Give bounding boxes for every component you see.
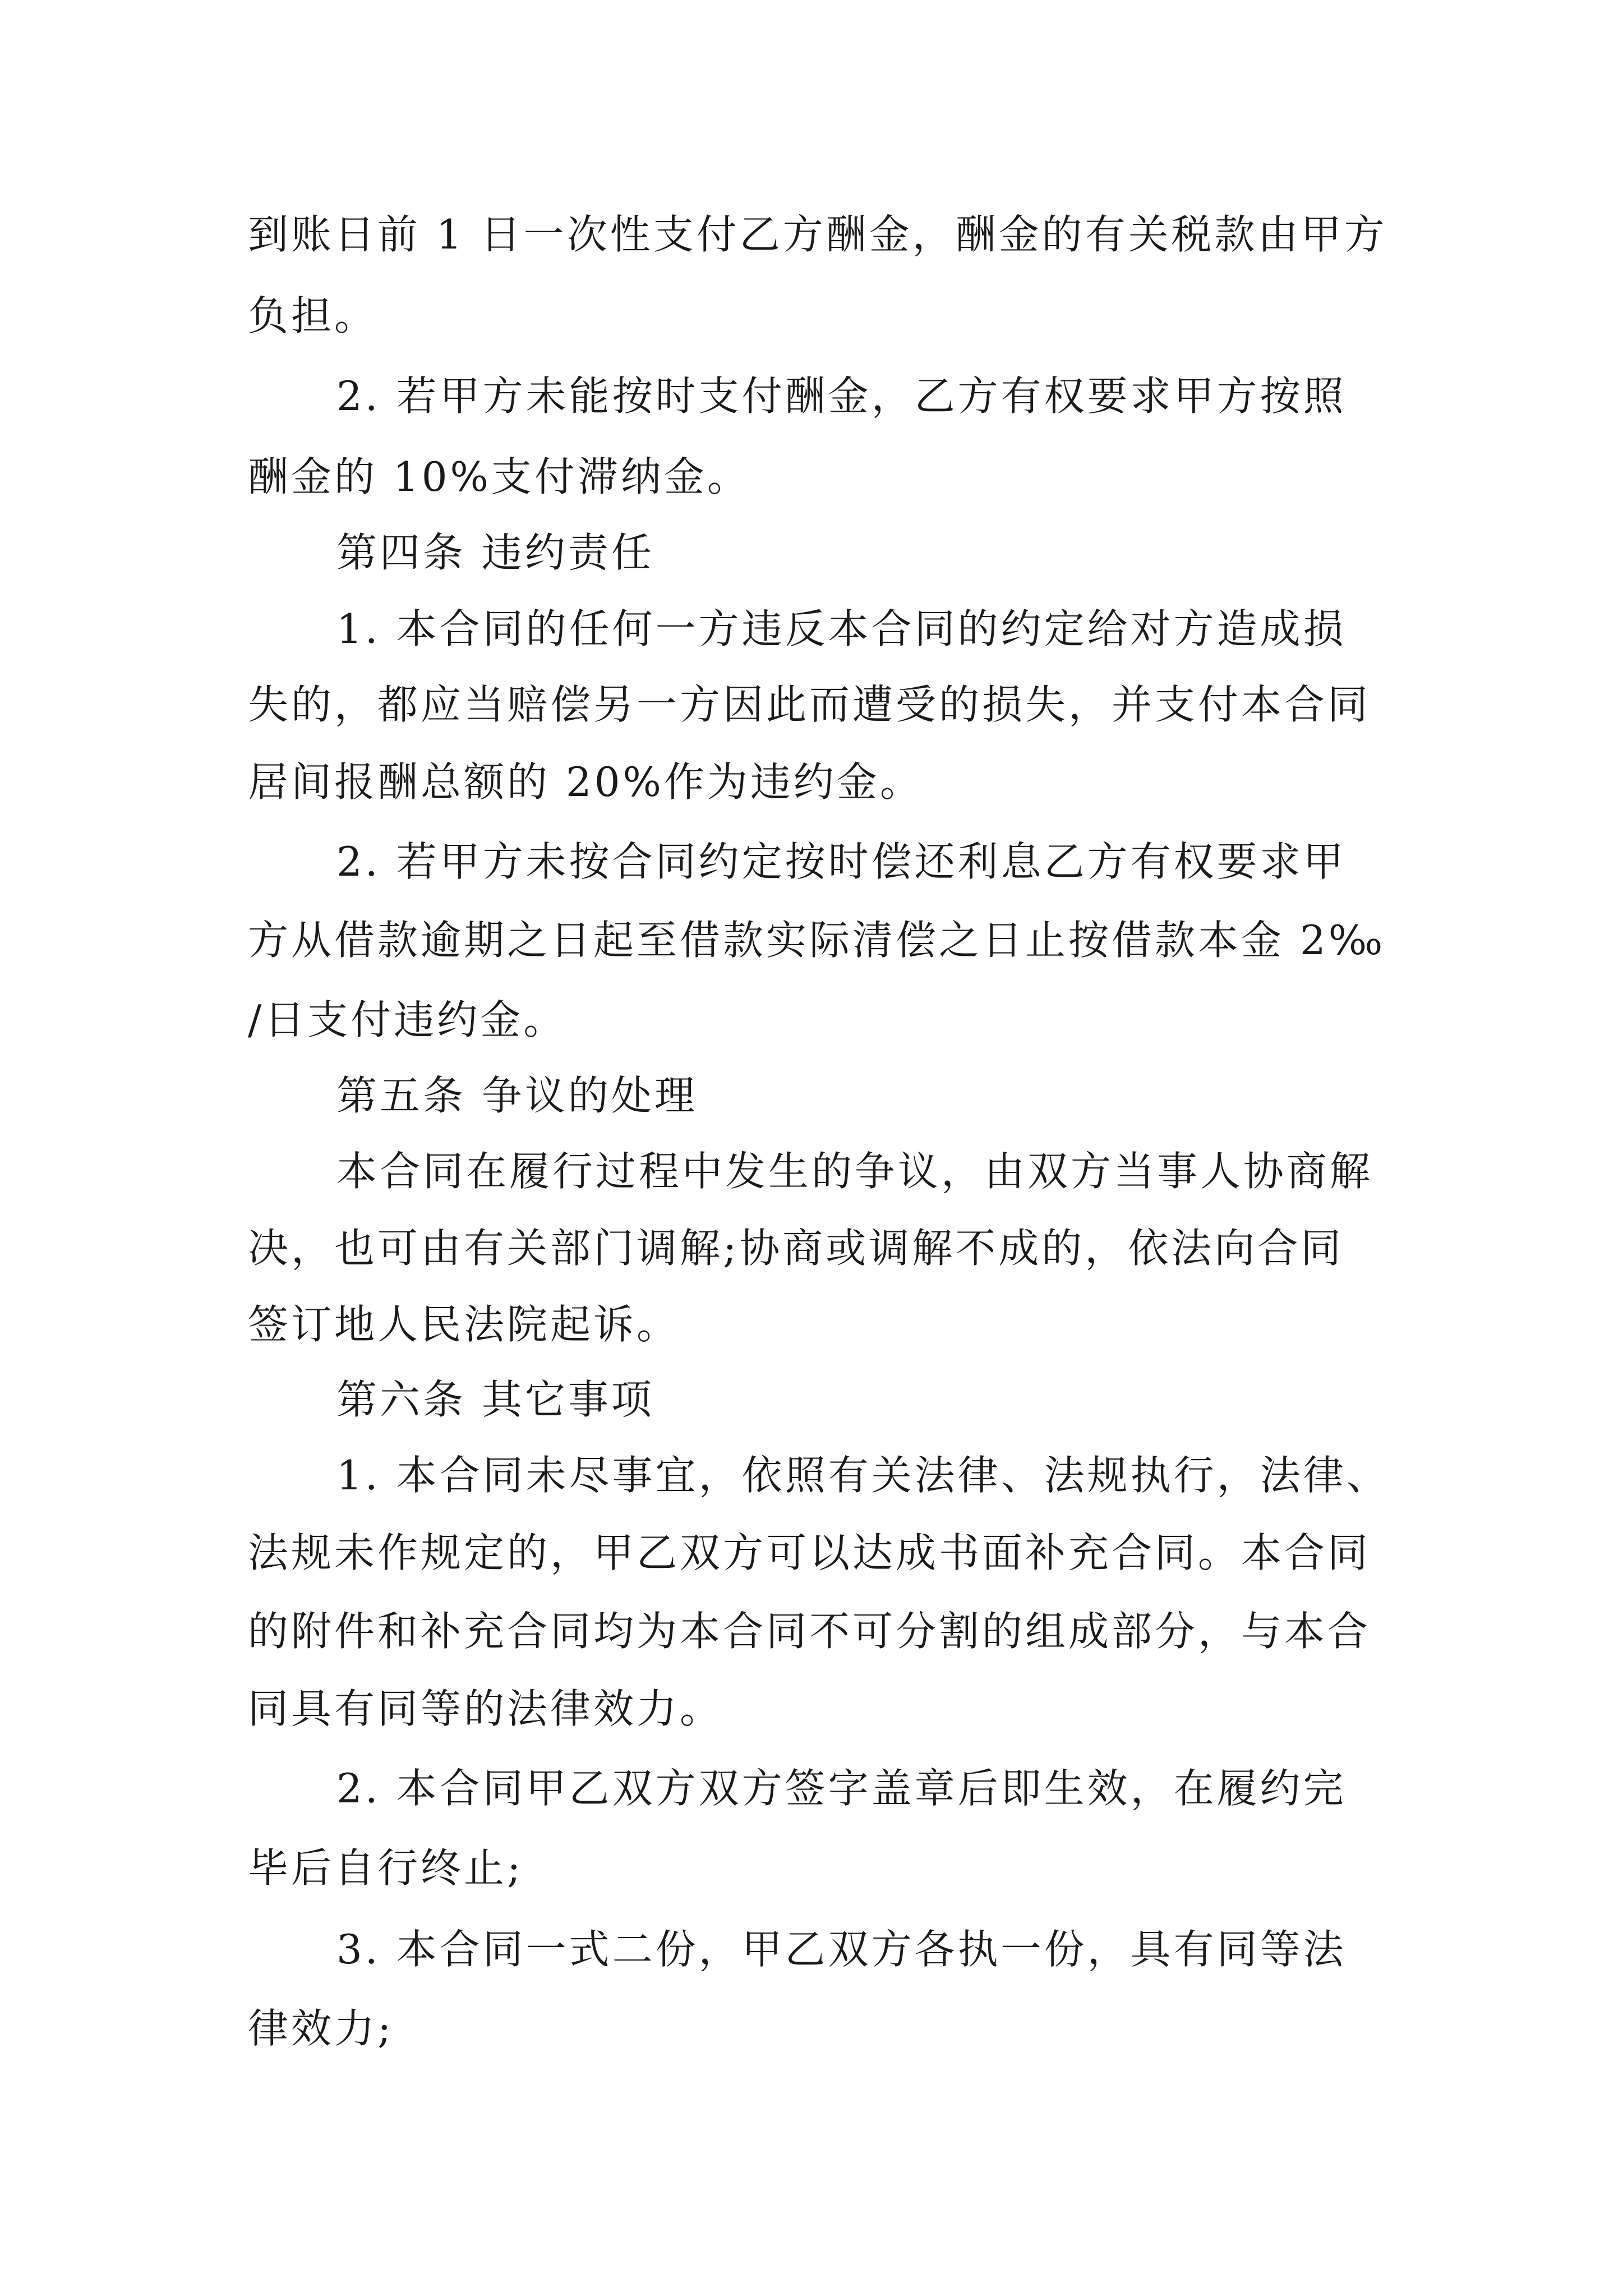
text-line: 同具有同等的法律效力。 [248, 1685, 723, 1732]
text-line: 的附件和补充合同均为本合同不可分割的组成部分，与本合 [248, 1608, 1371, 1655]
text-line: 居间报酬总额的 20%作为违约金。 [248, 758, 923, 806]
text-line: /日支付违约金。 [248, 996, 567, 1043]
text-line: 2. 若甲方未按合同约定按时偿还利息乙方有权要求甲 [336, 838, 1347, 885]
text-line: 到账日前 1 日一次性支付乙方酬金，酬金的有关税款由甲方 [248, 211, 1387, 258]
text-line: 法规未作规定的，甲乙双方可以达成书面补充合同。本合同 [248, 1529, 1371, 1576]
text-line: 酬金的 10%支付滞纳金。 [248, 453, 750, 500]
text-line: 1. 本合同的任何一方违反本合同的约定给对方造成损 [336, 605, 1347, 652]
text-line: 失的，都应当赔偿另一方因此而遭受的损失，并支付本合同 [248, 681, 1371, 728]
text-line: 律效力; [248, 2005, 394, 2052]
section-heading: 第六条 其它事项 [336, 1376, 654, 1423]
section-heading: 第五条 争议的处理 [336, 1072, 698, 1119]
text-line: 毕后自行终止; [248, 1844, 524, 1892]
text-line: 3. 本合同一式二份，甲乙双方各执一份，具有同等法 [336, 1926, 1347, 1973]
text-line: 方从借款逾期之日起至借款实际清偿之日止按借款本金 2‰ [248, 917, 1386, 964]
text-line: 决，也可由有关部门调解;协商或调解不成的，依法向合同 [248, 1225, 1344, 1272]
text-line: 2. 本合同甲乙双方双方签字盖章后即生效，在履约完 [336, 1765, 1347, 1812]
section-heading: 第四条 违约责任 [336, 529, 654, 576]
text-line: 负担。 [248, 292, 378, 339]
text-line: 签订地人民法院起诉。 [248, 1301, 680, 1348]
text-line: 1. 本合同未尽事宜，依照有关法律、法规执行，法律、 [336, 1452, 1390, 1499]
text-line: 2. 若甲方未能按时支付酬金，乙方有权要求甲方按照 [336, 372, 1347, 420]
text-line: 本合同在履行过程中发生的争议，由双方当事人协商解 [336, 1148, 1373, 1195]
